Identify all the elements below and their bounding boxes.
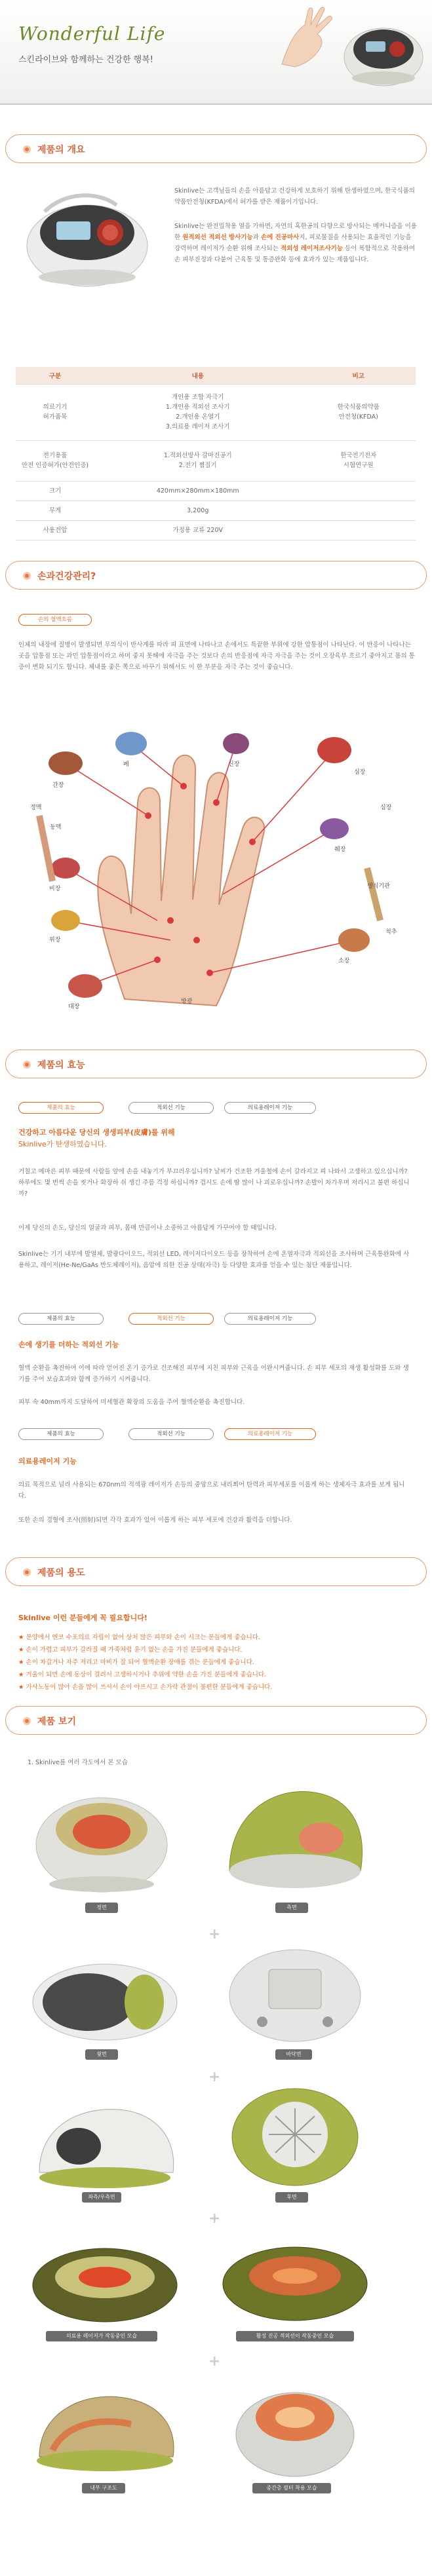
- label-bladder: 방광: [181, 998, 193, 1005]
- section-bullet-icon: [23, 1061, 31, 1069]
- plus-icon: +: [208, 1926, 221, 1942]
- product-image-front: [26, 1779, 177, 1897]
- effects-text-2: 이제 당신의 손도, 당신의 얼굴과 피부, 몸매 만큼이나 소중하고 아름답게 가꾸어야 할 때입니다.: [18, 1224, 277, 1232]
- overview-text-2: Skinlive는 완전밀착용 열을 가하면, 자연의 혹한공의 다향으로 방사되는 메커니즘을 이용한 원적외선 적외선 방사기능과 손에 진공마사지, 피로물질을 사용되는 효율적인 기능을 강력하며 레이저가 순환 위해 조사되는 적외성 레이저조사기능 등이 복합적으로 작용하여 손 피부진정과 다붙어 근육통 및 통증완화 등에 효과가 있는 제품입니다.: [174, 223, 417, 263]
- product-image-internal: [26, 2378, 184, 2476]
- product-image-device: [18, 185, 156, 290]
- label-heart-2: 심장: [380, 805, 392, 811]
- label-large-intestine: 대장: [68, 1004, 80, 1010]
- product-image-left-right: [26, 2094, 184, 2192]
- tab-effects[interactable]: 제품의 효능: [18, 1102, 104, 1114]
- effects-text-1: 거칠고 메마른 피부 때문에 사람들 앞에 손을 내놓기가 부끄러우십니까? 날씨가 건조한 겨울철에 손이 갈라지고 피 나와서 고생하고 있으십니까? 하루에도 몇 번씩 손을 씻거나 화장하 쉬 생긴 주름 걱정 하십니까? 겹시도 손에 땀 많이 나 괴로우십니까? 손발이 차가우며 저리시고 불편 하십니까?: [18, 1168, 410, 1198]
- effects-text-6: 의료 목적으로 널리 사용되는 670nm의 적색광 레이저가 손등의 중앙으로 내리쬐어 탄력과 피부세포를 이롭게 하는 생체자극 효과를 보게 됩니다.: [18, 1481, 405, 1500]
- caption-bottom: 바닥면: [275, 2049, 312, 2060]
- label-liver: 간장: [52, 782, 64, 789]
- caption-filter: 중간층 필터 착용 모습: [252, 2483, 331, 2493]
- caption-left-right: 좌측/우측면: [82, 2192, 121, 2203]
- spec-key: 무게: [16, 501, 94, 520]
- tab-laser-3[interactable]: 의료용레이저 기능: [224, 1428, 316, 1440]
- tab-laser[interactable]: 의료용레이저 기능: [224, 1102, 316, 1114]
- label-small-intestine: 소장: [338, 958, 350, 964]
- circulation-text: 인체의 내장에 질병이 발생되면 무의식이 반사계를 따라 피 표면에 나타나고 손에서도 특끝한 부위에 강한 압통점이 나타난다. 이 반응이 나타나는 곳을 압통점 또는 과민 압통점이라고 하며 좋지 못해에 자극을 주는 것보다 손의 반응점에 자극 자극을 주는 것이 오장육부 흐르기 좋아지고 몸의 통증이 변화 되기도 합니다. 체내를 좋은 쪽으로 바꾸기 위해서도 이 한 부분을 자극 주는 것이 좋습니다.: [18, 641, 415, 671]
- plus-icon: +: [208, 2069, 221, 2085]
- spec-note: 한국전기전자 시험연구원: [301, 440, 416, 481]
- usage-headline: Skinlive 이런 분들에게 꼭 필요합니다!: [18, 1614, 147, 1622]
- spec-table: [16, 367, 416, 540]
- caption-back: 후면: [275, 2192, 308, 2203]
- hero-subtitle: 스킨라이브와 함께하는 건강한 행복!: [18, 55, 153, 65]
- tab-effects-3[interactable]: 제품의 효능: [18, 1428, 104, 1440]
- table-row: [16, 481, 416, 501]
- caption-top: 윗면: [85, 2049, 118, 2060]
- caption-internal: 내부 구조도: [82, 2483, 125, 2493]
- product-image-top: [26, 1951, 184, 2049]
- label-reproductive: 생식기관: [367, 883, 390, 890]
- spec-note: [301, 501, 416, 520]
- section-title: 제품 보기: [37, 1716, 76, 1727]
- product-image-filter: [229, 2372, 361, 2482]
- spec-key: 크기: [16, 481, 94, 501]
- label-heart: 심장: [354, 769, 366, 776]
- label-kidney: 신장: [228, 761, 240, 768]
- views-intro: 1. Skinlive를 여러 각도에서 본 모습: [28, 1759, 128, 1766]
- effects-title-3: 의료용레이저 기능: [18, 1457, 77, 1466]
- section-title: 제품의 용도: [37, 1568, 85, 1578]
- spec-value: 가정용 교류 220V: [94, 520, 301, 540]
- plus-icon: +: [208, 2353, 221, 2370]
- spec-value: 1.적외선방사 감마진공기 2.전기 찜질기: [94, 440, 301, 481]
- section-title: 손과건강관리?: [37, 571, 96, 582]
- plus-icon: +: [208, 2210, 221, 2227]
- table-row: [16, 520, 416, 540]
- effects-text-3: Skinlive는 기기 내부에 발열체, 발광다이오드, 적외선 LED, 레이저다이오드 등을 장착하여 손에 온열자극과 적외선을 조사하며 근육통완화에 사용하고, 레이저(He-Ne/GaAs 반도체레이저), 음압에 의한 진공 상태(자극) 등 다양한 효과를 얻을 수 있는 첨단 제품입니다.: [18, 1251, 410, 1269]
- effects-title-2: 손에 생기를 더하는 적외선 기능: [18, 1340, 119, 1349]
- table-row: [16, 384, 416, 440]
- tab-laser-2[interactable]: 의료용레이저 기능: [224, 1313, 316, 1325]
- tab-infrared-3[interactable]: 적외선 기능: [128, 1428, 214, 1440]
- section-title: 제품의 개요: [37, 145, 85, 155]
- spec-value: 개인용 조합 자극기 1.개인용 적외선 조사기 2.개인용 온열기 3.의료용 레이저 조사기: [94, 384, 301, 440]
- label-lung: 폐: [123, 761, 129, 768]
- list-item: ★ 손이 차갑거나 자주 저리고 마비가 잘 되어 혈액순환 장애를 겪는 분들에게 좋습니다.: [18, 1659, 254, 1666]
- hand-illustration: [269, 5, 341, 67]
- effects-text-5: 피부 속 40mm까지 도달하여 미세혈관 확장의 도움을 주어 혈액순환을 촉진합니다.: [18, 1399, 245, 1406]
- section-header-overview: [5, 134, 427, 163]
- label-spine: 척추: [385, 929, 397, 936]
- spec-header-row: [16, 367, 416, 384]
- caption-vacuum-active: 활성 진공 적외선이 작동중인 모습: [236, 2331, 354, 2341]
- spec-value: 420mm×280mm×180mm: [94, 481, 301, 501]
- label-artery: 동맥: [50, 824, 62, 831]
- table-row: [16, 440, 416, 481]
- label-vein: 정맥: [30, 805, 42, 811]
- section-header-effects: [5, 1050, 427, 1078]
- product-image-back: [223, 2083, 367, 2191]
- hero-banner: [0, 0, 432, 105]
- section-bullet-icon: [23, 572, 31, 580]
- effects-text-7: 또한 손의 경혈에 조사(照射)되면 각각 효과가 있어 이롭게 하는 피부 세포에 건강과 활력을 더합니다.: [18, 1517, 292, 1524]
- spec-key: 전기용품 안전 인증허가(안전인증): [16, 440, 94, 481]
- spec-col-content: 내용: [94, 367, 301, 384]
- label-pancreas: 췌장: [334, 846, 346, 853]
- section-title: 제품의 효능: [37, 1060, 85, 1070]
- caption-side: 측면: [275, 1903, 308, 1913]
- diagram-labels: [26, 724, 406, 1012]
- spec-note: [301, 520, 416, 540]
- section-bullet-icon: [23, 145, 31, 153]
- caption-laser-active: 의료용 레이저가 작동중인 모습: [46, 2331, 157, 2341]
- list-item: ★ 가사노동이 많아 손을 많이 쓰셔서 손이 아프시고 손가락 관절이 불편한 분들에게 좋습니다.: [18, 1684, 273, 1691]
- hero-title: Wonderful Life: [18, 23, 166, 45]
- spec-note: [301, 481, 416, 501]
- label-spleen: 비장: [49, 886, 61, 892]
- hero-divider: [0, 104, 432, 105]
- tag-blood-flow: 손의 혈액흐름: [18, 614, 92, 626]
- effects-subtitle-1: Skinlive가 탄생하였습니다.: [18, 1140, 107, 1148]
- spec-key: 사용전압: [16, 520, 94, 540]
- usage-list: [18, 1631, 412, 1694]
- effects-text-4: 혈액 순환을 촉진하여 이에 따라 얻어진 온기 증가로 건조해진 피부에 지친 피부와 근육을 이완시켜줍니다. 손 피부 세포의 재생 활성화를 도와 생기를 주어 보습효과와 함께 증가하기 시켜줍니다.: [18, 1365, 409, 1383]
- effects-title-1: 건강하고 아름다운 당신의 생생피부(皮膚)를 위해: [18, 1128, 175, 1137]
- product-image-bottom: [223, 1943, 367, 2049]
- section-bullet-icon: [23, 1568, 31, 1576]
- tab-infrared-2[interactable]: 적외선 기능: [128, 1313, 214, 1325]
- label-stomach: 위장: [49, 937, 61, 943]
- tab-infrared[interactable]: 적외선 기능: [128, 1102, 214, 1114]
- caption-front: 정면: [85, 1903, 118, 1913]
- list-item: ★ 손이 가렵고 피부가 갈라질 때 가죽처럼 윤기 없는 손을 가진 분들에게 좋습니다.: [18, 1646, 243, 1654]
- overview-text-1: Skinlive는 고객님들의 손을 아름답고 건강하게 보호하기 위해 탄생하였으며, 한국식품의약품안전청(KFDA)에서 허가를 받은 제품이기입니다.: [174, 187, 415, 206]
- section-header-views: [5, 1706, 427, 1735]
- list-item: ★ 분양에서 엔코 수포의료 자립이 없어 상처 많은 피부와 손이 시크는 분들에게 좋습니다.: [18, 1634, 260, 1641]
- list-item: ★ 겨울이 되면 손에 동상이 걸려서 고생하시거나 추위에 약한 손을 가진 분들에게 좋습니다.: [18, 1671, 267, 1678]
- product-image-laser-active: [26, 2230, 184, 2328]
- spec-col-category: 구분: [16, 367, 94, 384]
- product-image-side: [216, 1773, 374, 1904]
- spec-key: 의료기기 허가품목: [16, 384, 94, 440]
- product-image-vacuum-active: [216, 2229, 374, 2327]
- section-bullet-icon: [23, 1717, 31, 1725]
- spec-note: 한국식품의약품 안전청(KFDA): [301, 384, 416, 440]
- tab-effects-2[interactable]: 제품의 효능: [18, 1313, 104, 1325]
- spec-value: 3,200g: [94, 501, 301, 520]
- device-hero-image: [341, 16, 426, 88]
- section-header-circulation: [5, 561, 427, 590]
- table-row: [16, 501, 416, 520]
- spec-col-note: 비고: [301, 367, 416, 384]
- section-header-usage: [5, 1557, 427, 1586]
